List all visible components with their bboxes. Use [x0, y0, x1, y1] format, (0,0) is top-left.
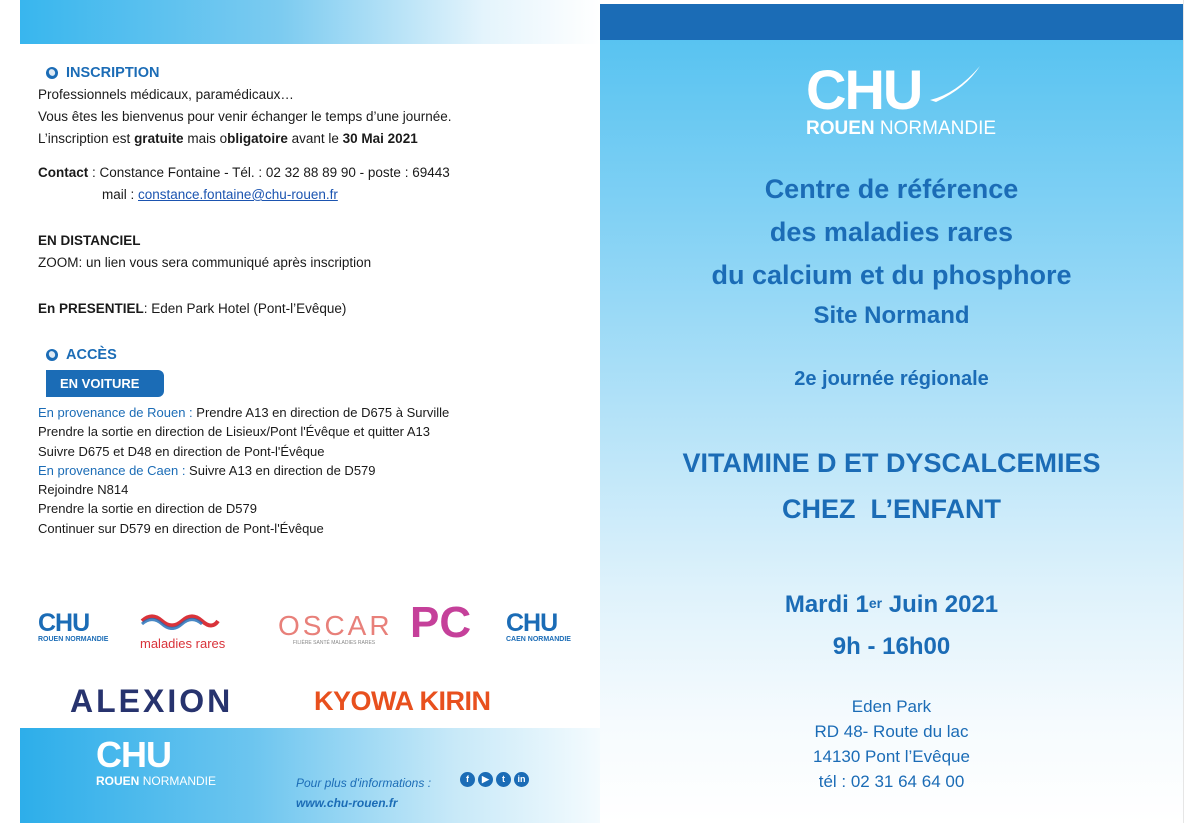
chu-rouen-logo: CHU ROUEN NORMANDIE [38, 609, 109, 643]
page-edge [1183, 0, 1196, 823]
twitter-icon[interactable]: t [496, 772, 511, 787]
inscription-heading: INSCRIPTION [46, 62, 583, 84]
linkedin-icon[interactable]: in [514, 772, 529, 787]
event-hours: 9h - 16h00 [832, 633, 951, 660]
partner-logos-row-2 [70, 680, 530, 724]
chu-caen-logo: CHU CAEN NORMANDIE [506, 609, 571, 643]
event-date: Mardi 1er Juin 2021 9h - 16h00 [600, 584, 1183, 668]
left-footer [20, 728, 600, 823]
footer-website-link[interactable]: www.chu-rouen.fr [296, 796, 398, 810]
pc-logo: PC [410, 598, 472, 647]
social-icons [460, 772, 529, 787]
contact-mail-line: mail : constance.fontaine@chu-rouen.fr [102, 187, 338, 202]
access-directions: En provenance de Rouen : Prendre A13 en direction de D675 à Surville Prendre la sortie en direction de Lisieux/Pont l'Évêque et quitter A13 Suivre D675 et D48 en direction de Pont-l'Évêque En provenance de Caen : Suivre A13 en direction de D579 Rejoindre N814 Prendre la sortie en direction de D579 Continuer sur D579 en direction de Pont-l'Évêque [38, 405, 450, 536]
chu-rouen-main-logo: CHU ROUEN NORMANDIE [806, 58, 997, 139]
footer-info: Pour plus d'informations : www.chu-rouen.fr [296, 773, 431, 813]
bullet-icon [46, 67, 58, 79]
chu-swoosh-icon [926, 64, 986, 104]
contact-email-link[interactable]: constance.fontaine@chu-rouen.fr [138, 187, 338, 202]
journee-regionale: 2e journée régionale [794, 368, 989, 390]
inscription-line-3: L’inscription est gratuite mais obligatoire avant le 30 Mai 2021 [38, 131, 418, 146]
contact-line: Contact : Constance Fontaine - Tél. : 02 32 88 89 90 - poste : 69443 [38, 165, 450, 180]
maladies-rares-waves-icon [140, 612, 220, 630]
left-top-banner [20, 0, 600, 44]
acces-heading: ACCÈS [46, 344, 583, 366]
bullet-icon [46, 349, 58, 361]
distanciel-heading: EN DISTANCIEL [38, 233, 141, 248]
event-address: Eden Park RD 48- Route du lac 14130 Pont l’Evêque tél : 02 31 64 64 00 [813, 697, 970, 791]
youtube-icon[interactable]: ▶ [478, 772, 493, 787]
maladies-rares-logo: maladies rares [140, 612, 230, 651]
en-voiture-badge: EN VOITURE [46, 370, 164, 397]
info-column [38, 62, 583, 538]
footer-chu-logo: CHU ROUEN NORMANDIE [96, 734, 217, 788]
partner-logos-row-1 [38, 600, 578, 660]
left-panel [20, 0, 600, 823]
distanciel-text: ZOOM: un lien vous sera communiqué après inscription [38, 255, 372, 270]
presentiel-line: En PRESENTIEL: Eden Park Hotel (Pont-l’Evêque) [38, 301, 347, 316]
inscription-line-1: Professionnels médicaux, paramédicaux… [38, 87, 294, 102]
event-theme: VITAMINE D ET DYSCALCEMIES CHEZ L’ENFANT [682, 448, 1101, 524]
alexion-logo: ALEXION [70, 683, 234, 719]
right-top-banner [600, 0, 1183, 40]
right-panel [600, 0, 1183, 823]
site-normand: Site Normand [813, 302, 970, 329]
centre-title: Centre de référence des maladies rares du calcium et du phosphore [711, 174, 1072, 290]
kyowa-kirin-logo: KYOWA KIRIN [314, 686, 491, 716]
inscription-line-2: Vous êtes les bienvenus pour venir échanger le temps d’une journée. [38, 109, 452, 124]
oscar-logo: OSCAR FILIÈRE SANTÉ MALADIES RARES [278, 610, 393, 646]
facebook-icon[interactable]: f [460, 772, 475, 787]
